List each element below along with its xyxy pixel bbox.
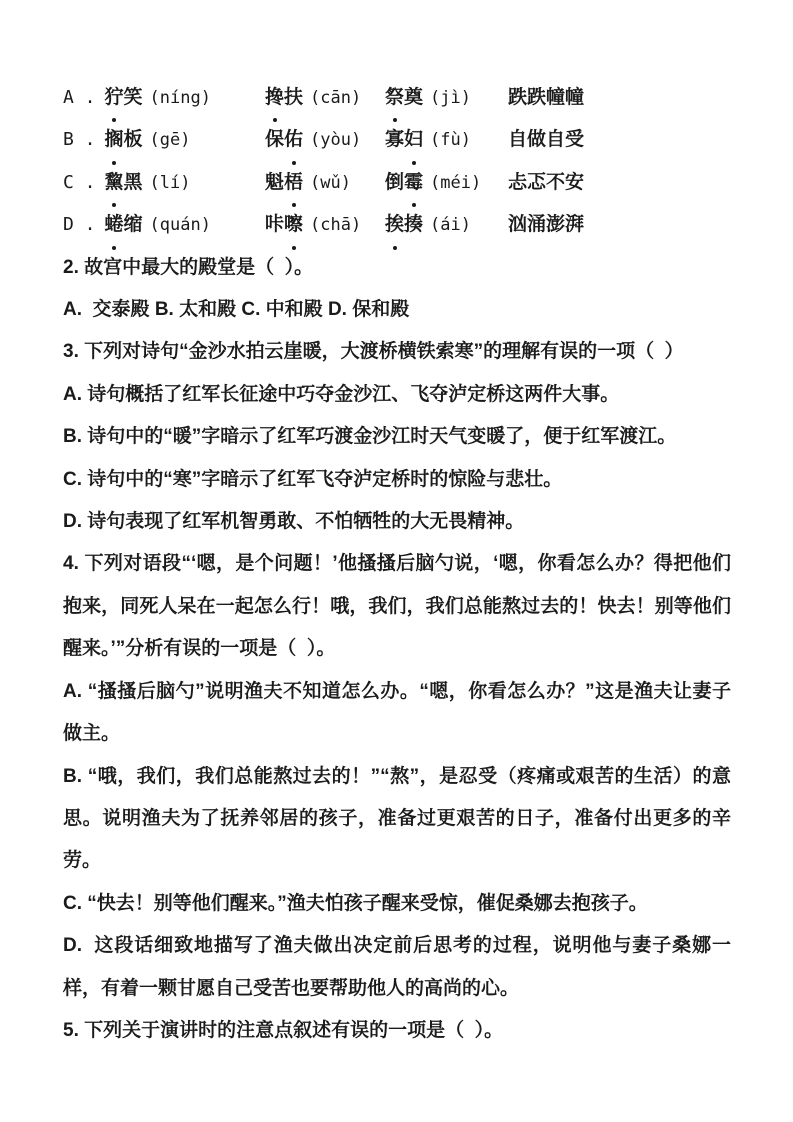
pinyin: (jì) — [430, 88, 471, 108]
q1-row-c — [63, 162, 731, 204]
word-emphasized-char: 嚓 — [284, 204, 303, 246]
word-part: 保 — [265, 129, 285, 151]
q1-row-b — [63, 119, 731, 161]
option-label-d: D . — [63, 214, 96, 236]
q1-cell — [63, 119, 265, 161]
pinyin: (quán) — [149, 215, 211, 236]
pinyin: (méi) — [430, 172, 482, 193]
word-emphasized-char: 搀 — [265, 77, 284, 119]
word-with-pinyin — [105, 129, 191, 150]
idiom: 自做自受 — [508, 129, 585, 151]
question-2-stem: 2. 故宫中最大的殿堂是（ ）。 — [63, 256, 314, 278]
pinyin: (yòu) — [310, 130, 362, 151]
word-emphasized-char: 挨 — [385, 204, 404, 246]
q1-cell — [385, 204, 508, 246]
q1-cell — [385, 162, 508, 204]
pinyin: (wǔ) — [310, 172, 351, 193]
option-label-a: A . — [63, 87, 96, 108]
word-part: 揍 — [404, 214, 424, 236]
question-3-stem: 3. 下列对诗句“金沙水拍云崖暖，大渡桥横铁索寒”的理解有误的一项（ ） — [63, 341, 684, 363]
word-with-pinyin — [105, 172, 191, 193]
word-with-pinyin — [265, 129, 361, 150]
q1-cell — [385, 119, 508, 161]
word-with-pinyin — [385, 129, 471, 150]
q1-cell — [265, 77, 385, 119]
word-with-pinyin — [105, 87, 211, 108]
question-4-stem: 4. 下列对语段“‘嗯，是个问题！’他搔搔后脑勺说，‘嗯，你看怎么办？得把他们抱来，同死人呆在一起怎么行！哦，我们，我们总能熬过去的！快去！别等他们醒来。’”分析有误的一项是（ ）。 — [63, 553, 731, 660]
word-emphasized-char: 妇 — [404, 119, 423, 161]
question-4-option-d: D. 这段话细致地描写了渔夫做出决定前后思考的过程，说明他与妻子桑娜一样，有着一颗甘愿自己受苦也要帮助他人的高尚的心。 — [63, 935, 731, 999]
q1-cell — [63, 204, 265, 246]
word-emphasized-char: 梧 — [284, 162, 303, 204]
question-3-option-c: C. 诗句中的“寒”字暗示了红军飞夺泸定桥时的惊险与悲壮。 — [63, 468, 563, 490]
question-2-options: A. 交泰殿 B. 太和殿 C. 中和殿 D. 保和殿 — [63, 299, 410, 321]
word-with-pinyin — [385, 172, 481, 193]
idiom: 忐忑不安 — [508, 171, 585, 193]
q1-cell — [385, 77, 508, 119]
question-3-option-d: D. 诗句表现了红军机智勇敢、不怕牺牲的大无畏精神。 — [63, 511, 525, 533]
question-4-option-c: C. “快去！别等他们醒来。”渔夫怕孩子醒来受惊，催促桑娜去抱孩子。 — [63, 892, 648, 914]
word-emphasized-char: 蜷 — [105, 204, 124, 246]
pinyin: (níng) — [149, 88, 211, 108]
question-4-option-b: B. “哦，我们，我们总能熬过去的！”“熬”，是忍受（疼痛或艰苦的生活）的意思。说明渔夫为了抚养邻居的孩子，准备过更艰苦的日子，准备付出更多的辛劳。 — [63, 765, 731, 872]
word-part: 寡 — [385, 129, 405, 151]
q1-cell — [63, 77, 265, 119]
word-part: 扶 — [284, 87, 304, 108]
pinyin: (chā) — [310, 215, 362, 236]
q1-cell — [265, 204, 385, 246]
word-with-pinyin — [265, 172, 351, 193]
word-part: 笑 — [123, 87, 143, 108]
option-label-b: B . — [63, 129, 96, 151]
word-emphasized-char: 霉 — [404, 162, 423, 204]
pinyin: (lí) — [149, 172, 191, 193]
q1-row-a — [63, 77, 731, 119]
q1-cell — [63, 162, 265, 204]
word-part: 咔 — [265, 214, 285, 236]
question-3-option-a: A. 诗句概括了红军长征途中巧夺金沙江、飞夺泸定桥这两件大事。 — [63, 383, 620, 405]
q1-cell — [265, 119, 385, 161]
word-part: 倒 — [385, 171, 405, 193]
word-part: 魁 — [265, 171, 285, 193]
pinyin: (ái) — [430, 215, 471, 236]
question-3-option-b: B. 诗句中的“暖”字暗示了红军巧渡金沙江时天气变暖了，便于红军渡江。 — [63, 426, 677, 448]
word-part: 黑 — [123, 171, 143, 193]
question-4-option-a: A. “搔搔后脑勺”说明渔夫不知道怎么办。“嗯，你看怎么办？”这是渔夫让妻子做主。 — [63, 680, 731, 745]
word-with-pinyin — [385, 214, 471, 235]
pinyin: (fù) — [430, 130, 471, 151]
word-emphasized-char: 黧 — [105, 162, 124, 204]
word-emphasized-char: 狞 — [105, 77, 124, 119]
word-emphasized-char: 搁 — [105, 119, 124, 161]
idiom: 汹涌澎湃 — [508, 214, 585, 236]
pinyin: (cān) — [310, 88, 362, 108]
word-with-pinyin — [265, 87, 361, 108]
word-emphasized-char: 祭 — [385, 77, 404, 119]
word-with-pinyin — [265, 214, 361, 235]
pinyin: (gē) — [149, 130, 191, 151]
word-emphasized-char: 佑 — [284, 119, 303, 161]
word-with-pinyin — [105, 214, 211, 235]
word-part: 缩 — [123, 214, 143, 236]
q1-cell — [265, 162, 385, 204]
q1-row-d — [63, 204, 731, 246]
word-part: 板 — [123, 129, 143, 151]
word-with-pinyin — [385, 87, 471, 108]
question-5-stem: 5. 下列关于演讲时的注意点叙述有误的一项是（ ）。 — [63, 1019, 504, 1041]
idiom: 跌跌幢幢 — [508, 87, 585, 108]
option-label-c: C . — [63, 171, 96, 193]
word-part: 奠 — [404, 87, 424, 108]
